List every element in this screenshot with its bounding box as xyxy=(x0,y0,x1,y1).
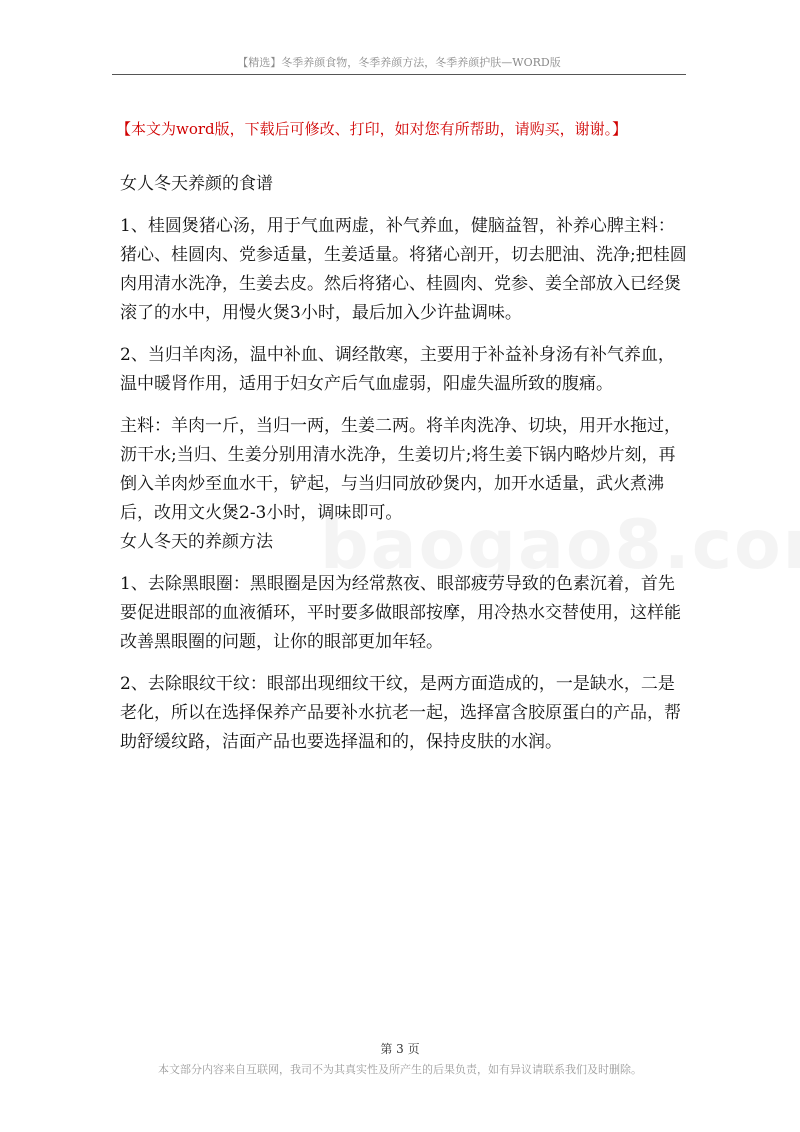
recipe-item-1: 1、桂圆煲猪心汤，用于气血两虚，补气养血，健脑益智，补养心脾主料：猪心、桂圆肉、党参适量，生姜适量。将猪心剖开，切去肥油、洗净;把桂圆肉用清水洗净，生姜去皮。然后将猪心、桂圆肉、党参、姜全部放入已经煲滚了的水中，用慢火煲3小时，最后加入少许盐调味。 xyxy=(120,216,687,323)
page-number: 第 3 页 xyxy=(380,1042,420,1056)
recipe-item-2: 2、当归羊肉汤，温中补血、调经散寒，主要用于补益补身汤有补气养血，温中暖肾作用，适用于妇女产后气血虚弱，阳虚失温所致的腹痛。 xyxy=(120,345,675,394)
section-title-recipes: 女人冬天养颜的食谱 xyxy=(120,174,273,194)
recipe-item-2-detail: 主料：羊肉一斤，当归一两，生姜二两。将羊肉洗净、切块，用开水拖过，沥干水;当归、生姜分别用清水洗净，生姜切片;将生姜下锅内略炒片刻，再倒入羊肉炒至血水干，铲起，与当归同放砂煲内，加开水适量，武火煮沸后，改用文火煲2-3小时，调味即可。 xyxy=(120,416,681,523)
page-footer-disclaimer: 本文部分内容来自互联网，我司不为其真实性及所产生的后果负责，如有异议请联系我们及时删除。 xyxy=(158,1063,642,1076)
page-header: 【精选】冬季养颜食物，冬季养颜方法，冬季养颜护肤—WORD版 xyxy=(237,56,561,69)
word-version-notice: 【本文为word版，下载后可修改、打印，如对您有所帮助，请购买，谢谢。】 xyxy=(116,120,628,138)
method-item-2: 2、去除眼纹干纹：眼部出现细纹干纹，是两方面造成的，一是缺水，二是老化，所以在选择保养产品要补水抗老一起，选择富含胶原蛋白的产品，帮助舒缓纹路，洁面产品也要选择温和的，保持皮肤的水润。 xyxy=(120,674,681,752)
section-title-methods: 女人冬天的养颜方法 xyxy=(120,532,273,552)
document-body xyxy=(120,170,688,757)
method-item-1: 1、去除黑眼圈：黑眼圈是因为经常熬夜、眼部疲劳导致的色素沉着，首先要促进眼部的血液循环，平时要多做眼部按摩，用冷热水交替使用，这样能改善黑眼圈的问题，让你的眼部更加年轻。 xyxy=(120,574,681,652)
header-divider xyxy=(112,74,686,75)
